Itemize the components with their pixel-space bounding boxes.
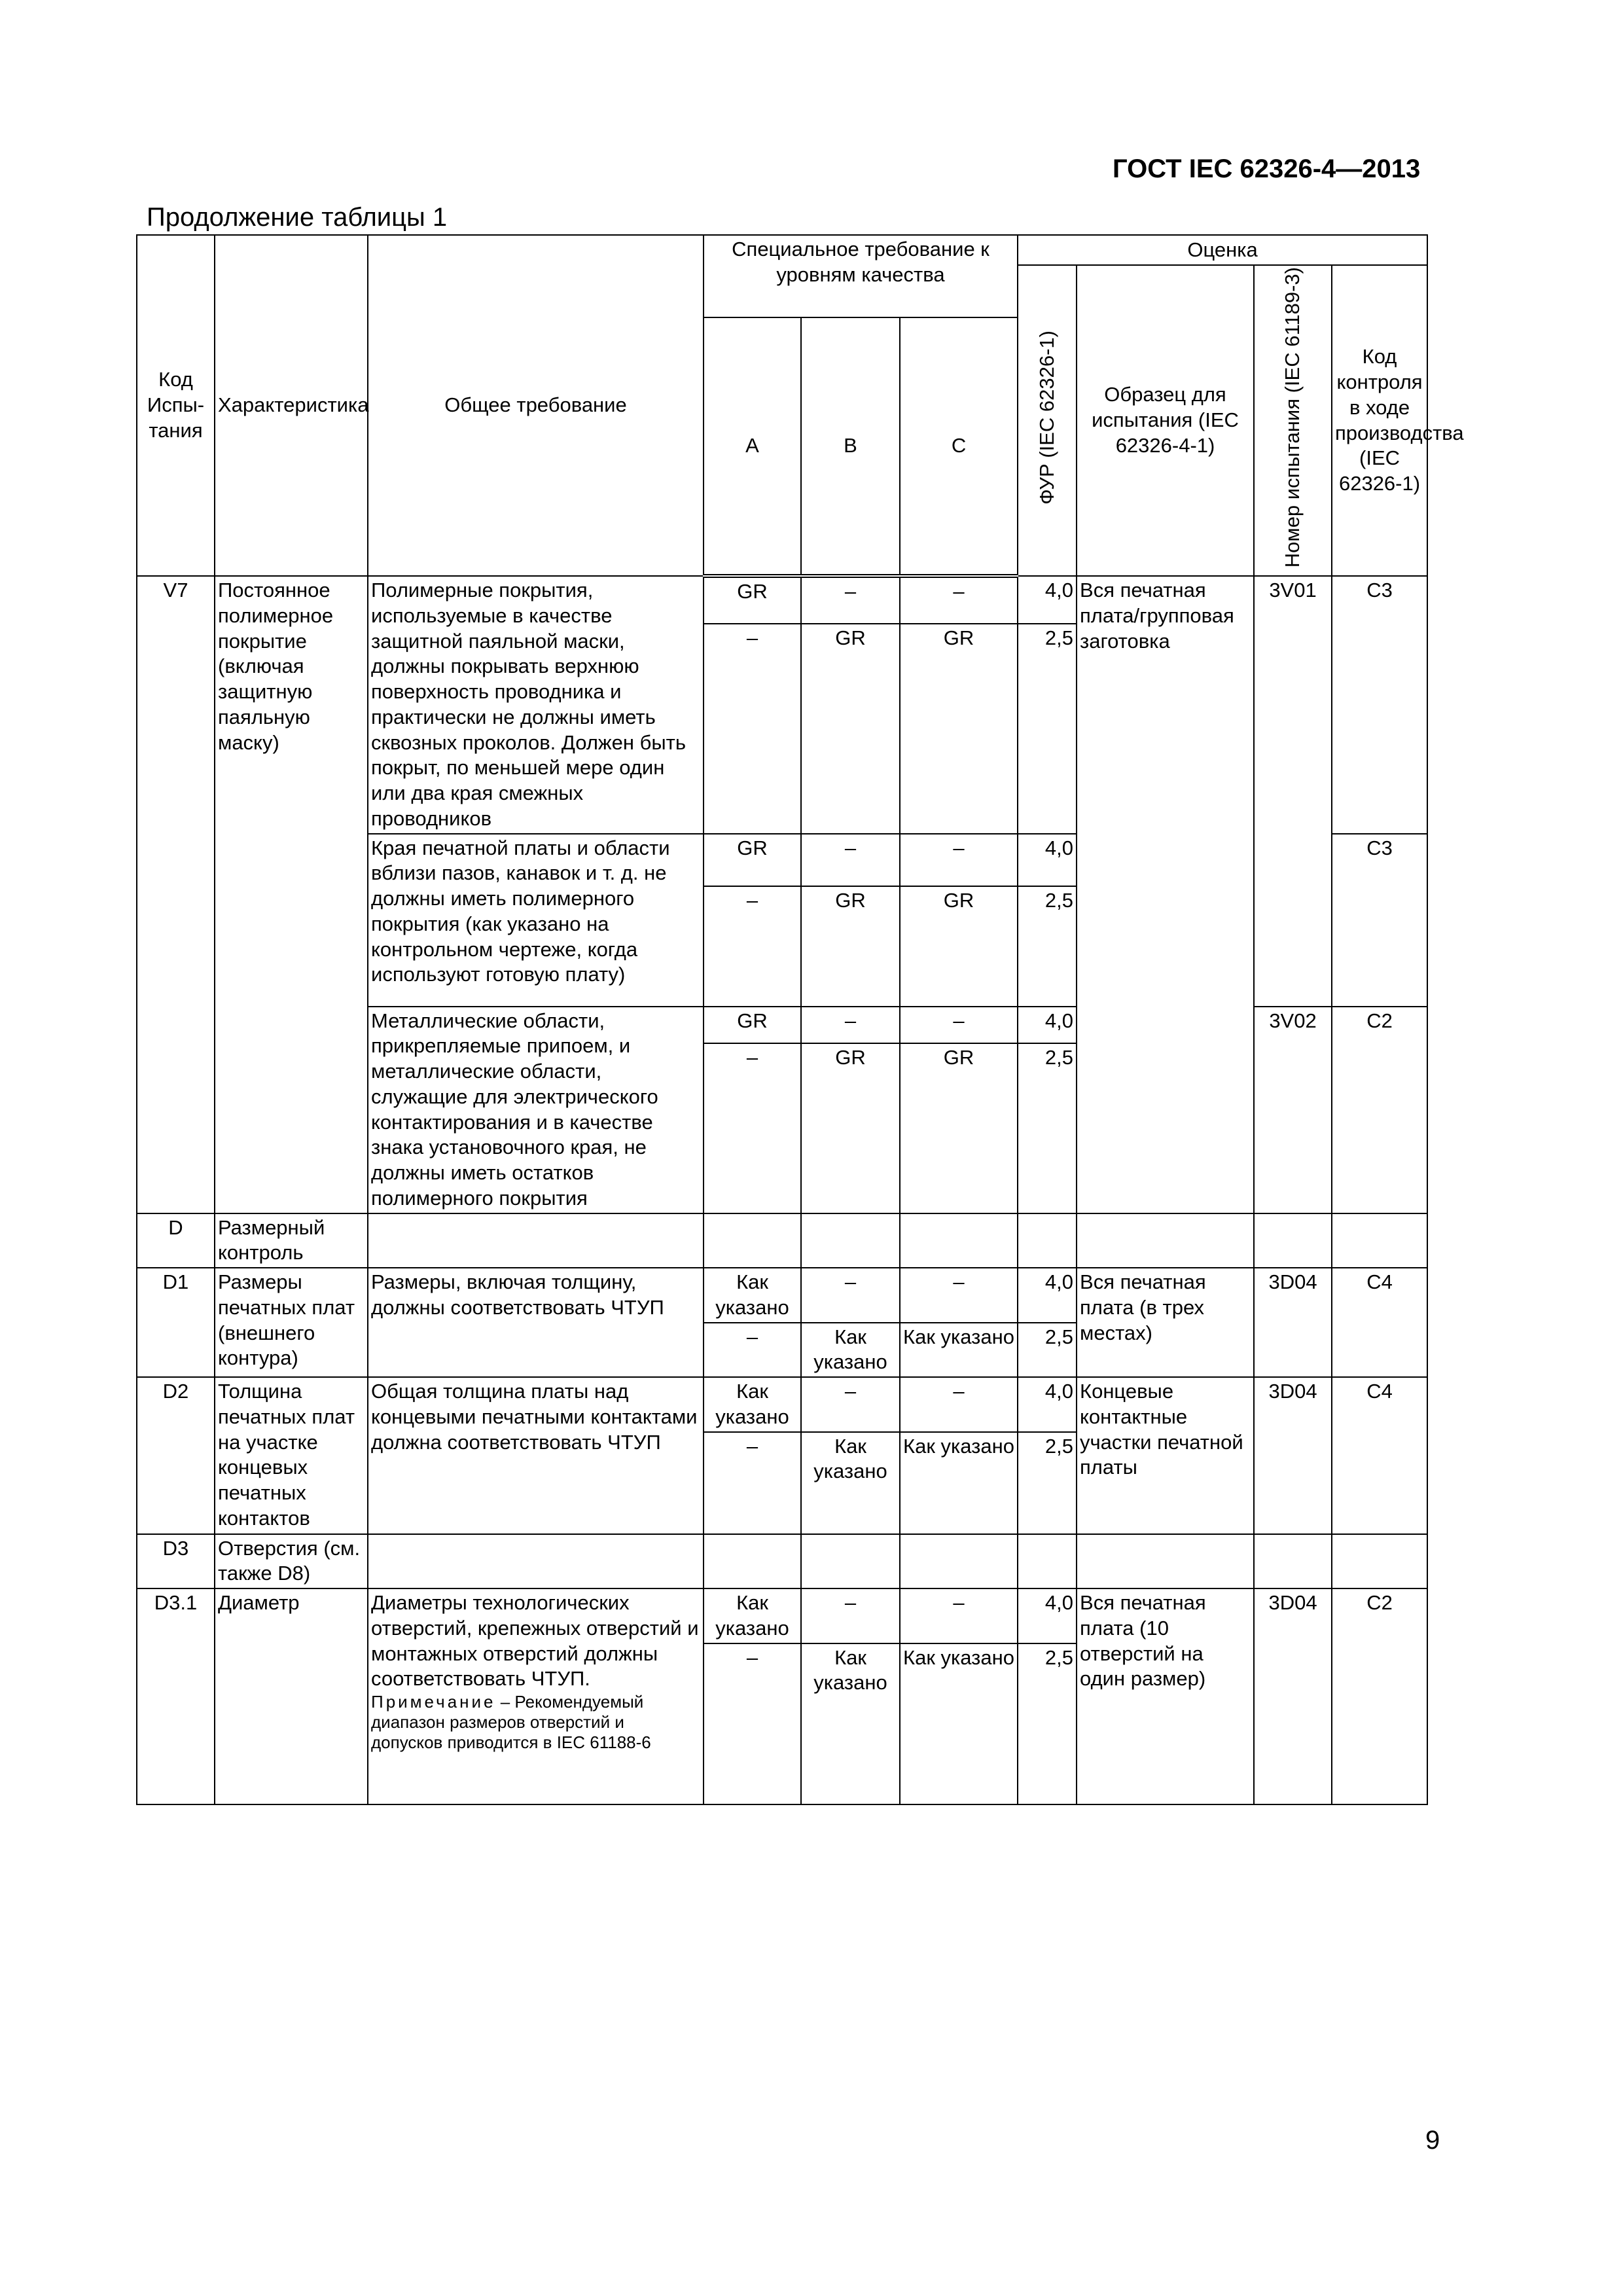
d2-control: C4 — [1332, 1377, 1427, 1534]
d3-characteristic: Отверстия (см. также D8) — [215, 1534, 368, 1589]
d2-c1: – — [900, 1377, 1018, 1432]
d1-sample: Вся печатная плата (в трех местах) — [1077, 1268, 1254, 1377]
v7-sample: Вся печатная плата/групповая заготовка — [1077, 576, 1254, 1213]
v7-req3-fur1: 4,0 — [1018, 1007, 1077, 1044]
v7-req1-c1: – — [900, 576, 1018, 624]
d1-c2: Как указано — [900, 1323, 1018, 1378]
v7-req2-c1: – — [900, 834, 1018, 886]
d2-requirement: Общая толщина платы над концевыми печатными контактами должна соответствовать ЧТУП — [368, 1377, 704, 1534]
header-fur: ФУР (IEC 62326-1) — [1018, 265, 1077, 576]
d31-note-label: Примечание — [371, 1692, 496, 1712]
d3-empty-general — [368, 1534, 704, 1589]
d-empty-general — [368, 1213, 704, 1268]
d1-a1: Как указано — [704, 1268, 801, 1323]
table-caption: Продолжение таблицы 1 — [147, 203, 448, 232]
d31-sample: Вся печатная плата (10 отверстий на один размер) — [1077, 1588, 1254, 1804]
v7-req3-a2: – — [704, 1043, 801, 1213]
header-level-b: B — [801, 317, 900, 576]
d2-sample: Концевые контактные участки печатной платы — [1077, 1377, 1254, 1534]
header-sample: Образец для испытания (IEC 62326-4-1) — [1077, 265, 1254, 576]
v7-test-1: 3V01 — [1254, 576, 1332, 1007]
v7-test-3: 3V02 — [1254, 1007, 1332, 1213]
d2-a1: Как указано — [704, 1377, 801, 1432]
d1-characteristic: Размеры печатных плат (внешнего контура) — [215, 1268, 368, 1377]
d3-code: D3 — [137, 1534, 215, 1589]
v7-req1-b1: – — [801, 576, 900, 624]
d2-c2: Как указано — [900, 1432, 1018, 1534]
d31-c1: – — [900, 1588, 1018, 1643]
v7-req2-c2: GR — [900, 886, 1018, 1007]
page-number: 9 — [1425, 2126, 1440, 2155]
v7-control-2: C3 — [1332, 834, 1427, 1007]
d31-test: 3D04 — [1254, 1588, 1332, 1804]
v7-req3-c2: GR — [900, 1043, 1018, 1213]
d-code: D — [137, 1213, 215, 1268]
d2-a2: – — [704, 1432, 801, 1534]
d2-b2: Как указано — [801, 1432, 900, 1534]
d3-empty-b — [801, 1534, 900, 1589]
d31-characteristic: Диаметр — [215, 1588, 368, 1804]
v7-req2-b2: GR — [801, 886, 900, 1007]
v7-req2-a2: – — [704, 886, 801, 1007]
v7-requirement-2: Края печатной платы и области вблизи пазов, канавок и т. д. не должны иметь полимерного покрытия (как указано на контрольном чертеже, когда используют готовую плату) — [368, 834, 704, 1007]
v7-req1-fur1: 4,0 — [1018, 576, 1077, 624]
header-evaluation: Оценка — [1018, 235, 1427, 265]
d-empty-fur — [1018, 1213, 1077, 1268]
header-level-a: A — [704, 317, 801, 576]
d2-characteristic: Толщина печатных плат на участке концевых печатных контактов — [215, 1377, 368, 1534]
d31-b1: – — [801, 1588, 900, 1643]
d-empty-a — [704, 1213, 801, 1268]
d2-test: 3D04 — [1254, 1377, 1332, 1534]
v7-req2-fur2: 2,5 — [1018, 886, 1077, 1007]
d1-c1: – — [900, 1268, 1018, 1323]
header-general: Общее требование — [368, 235, 704, 576]
d2-code: D2 — [137, 1377, 215, 1534]
d31-control: C2 — [1332, 1588, 1427, 1804]
d-empty-control — [1332, 1213, 1427, 1268]
v7-req3-fur2: 2,5 — [1018, 1043, 1077, 1213]
d1-fur2: 2,5 — [1018, 1323, 1077, 1378]
d3-empty-test — [1254, 1534, 1332, 1589]
d1-b2: Как указано — [801, 1323, 900, 1378]
d31-requirement-cell — [368, 1588, 704, 1804]
d31-a1: Как указано — [704, 1588, 801, 1643]
d-empty-test — [1254, 1213, 1332, 1268]
d31-note-text: – Рекомендуемый диапазон размеров отверстий и допусков приводится в IEC 61188-6 — [371, 1692, 651, 1753]
header-characteristic: Характеристика — [215, 235, 368, 576]
v7-req3-a1: GR — [704, 1007, 801, 1044]
d1-b1: – — [801, 1268, 900, 1323]
header-test-number: Номер испытания (IEC 61189-3) — [1254, 265, 1332, 576]
v7-code: V7 — [137, 576, 215, 1213]
d31-c2: Как указано — [900, 1643, 1018, 1804]
d1-a2: – — [704, 1323, 801, 1378]
d31-b2: Как указано — [801, 1643, 900, 1804]
v7-req1-fur2: 2,5 — [1018, 624, 1077, 833]
d-empty-c — [900, 1213, 1018, 1268]
v7-req1-a1: GR — [704, 576, 801, 624]
d31-fur2: 2,5 — [1018, 1643, 1077, 1804]
header-control-code: Код контроля в ходе производства (IEC 62326-1) — [1332, 265, 1427, 576]
d31-fur1: 4,0 — [1018, 1588, 1077, 1643]
v7-requirement-1: Полимерные покрытия, используемые в качестве защитной паяльной маски, должны покрывать верхнюю поверхность проводника и практически не должны иметь сквозных проколов. Должен быть покрыт, по меньшей мере один или два края смежных проводников — [368, 576, 704, 834]
v7-req3-b2: GR — [801, 1043, 900, 1213]
header-special: Специальное требование к уровням качества — [704, 235, 1018, 317]
v7-req3-c1: – — [900, 1007, 1018, 1044]
d31-requirement: Диаметры технологических отверстий, крепежных отверстий и монтажных отверстий должны соответствовать ЧТУП. — [371, 1591, 699, 1691]
v7-req1-a2: – — [704, 624, 801, 833]
d31-code: D3.1 — [137, 1588, 215, 1804]
d2-fur2: 2,5 — [1018, 1432, 1077, 1534]
document-id: ГОСТ IEC 62326-4—2013 — [1113, 154, 1421, 183]
d3-empty-a — [704, 1534, 801, 1589]
d-empty-b — [801, 1213, 900, 1268]
d1-fur1: 4,0 — [1018, 1268, 1077, 1323]
d-empty-sample — [1077, 1213, 1254, 1268]
d2-b1: – — [801, 1377, 900, 1432]
header-code: Код Испы-тания — [137, 235, 215, 576]
v7-requirement-3: Металлические области, прикрепляемые припоем, и металлические области, служащие для электрического контактирования и в качестве знака установочного края, не должны иметь остатков полимерного покрытия — [368, 1007, 704, 1213]
d-characteristic: Размерный контроль — [215, 1213, 368, 1268]
d3-empty-control — [1332, 1534, 1427, 1589]
v7-control-1: C3 — [1332, 576, 1427, 834]
v7-req1-b2: GR — [801, 624, 900, 833]
d3-empty-c — [900, 1534, 1018, 1589]
v7-req2-fur1: 4,0 — [1018, 834, 1077, 886]
v7-req2-b1: – — [801, 834, 900, 886]
v7-control-3: C2 — [1332, 1007, 1427, 1213]
v7-req1-c2: GR — [900, 624, 1018, 833]
d31-a2: – — [704, 1643, 801, 1804]
d1-code: D1 — [137, 1268, 215, 1377]
d1-requirement: Размеры, включая толщину, должны соответствовать ЧТУП — [368, 1268, 704, 1377]
d1-test: 3D04 — [1254, 1268, 1332, 1377]
d2-fur1: 4,0 — [1018, 1377, 1077, 1432]
d3-empty-sample — [1077, 1534, 1254, 1589]
header-level-c: C — [900, 317, 1018, 576]
v7-req2-a1: GR — [704, 834, 801, 886]
d31-note — [371, 1692, 700, 1753]
requirements-table — [136, 234, 1464, 1805]
v7-characteristic: Постоянное полимерное покрытие (включая защитную паяльную маску) — [215, 576, 368, 1213]
d3-empty-fur — [1018, 1534, 1077, 1589]
v7-req3-b1: – — [801, 1007, 900, 1044]
d1-control: C4 — [1332, 1268, 1427, 1377]
